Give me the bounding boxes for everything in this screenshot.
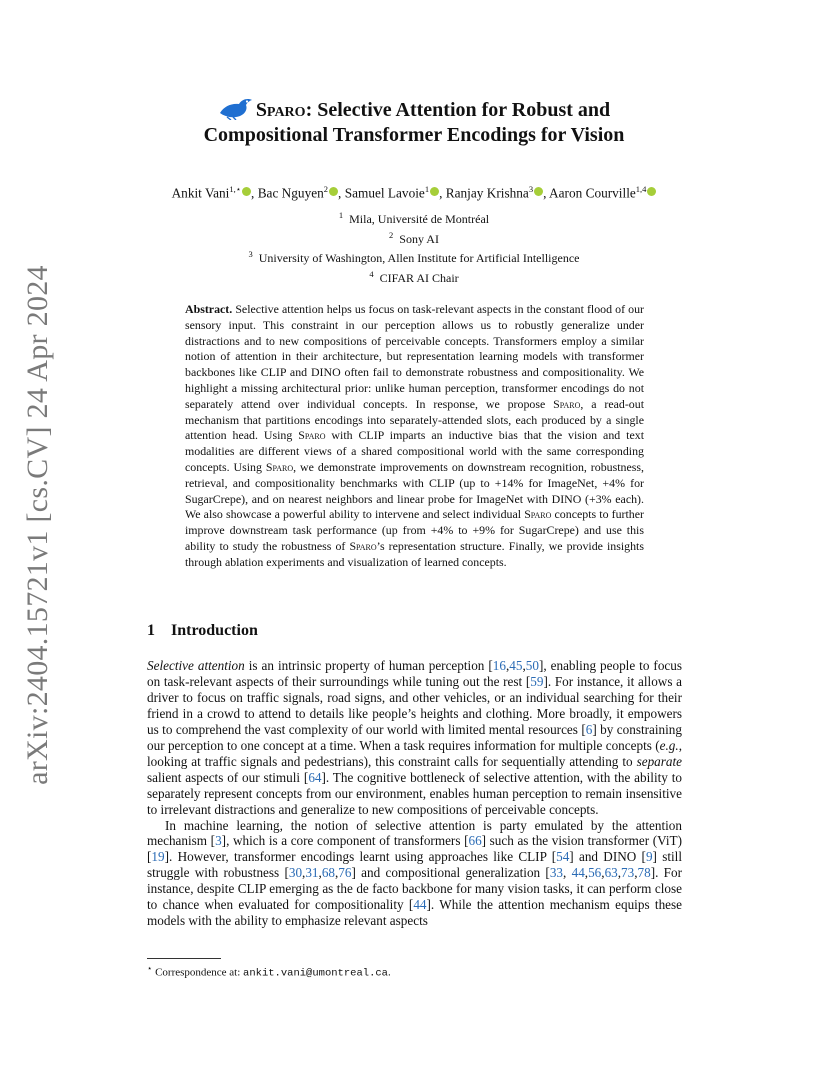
paragraph: In machine learning, the notion of selective attention is party emulated by the attention mechanism [3], which is a core component of transformers [66] such as the vision transformer (ViT) [19]. However, transformer encodings learnt using approaches like CLIP [54] and DINO [9] still struggle with robustness [30,31,68,76] and compositional generalization [33, 44,56,63,73,78]. For instance, despite CLIP emerging as the de facto backbone for many vision tasks, it can perform close to chance when evaluated for compositionality [44]. While the attention mechanism equips these models with the ability to emphasize relevant aspects (147, 817, 683, 929)
paper-title (140, 96, 688, 148)
citation-link[interactable]: 44 (571, 865, 585, 881)
author-name: Bac Nguyen (257, 185, 324, 201)
footnote-mark: ⋆ (147, 963, 153, 973)
author-name: Samuel Lavoie (344, 185, 425, 201)
bird-logo-icon (218, 96, 254, 120)
arxiv-identifier-stamp (18, 265, 58, 785)
introduction-body (147, 658, 682, 929)
citation-link[interactable]: 31 (305, 865, 319, 881)
citation-link[interactable]: 30 (288, 865, 303, 881)
citation-link[interactable]: 16 (492, 658, 506, 673)
author-list: Ankit Vani$^{1,⋆}$ , Bac Nguyen$^2$ , Samuel Lavoie$^1$ , Ranjay Krishna$^3$ , Aaron Courville$^{1,4}$ (100, 180, 728, 202)
paragraph: Selective attention is an intrinsic property of human perception [16,45,50], enabling people to focus on task-relevant aspects of their surroundings while tuning out the rest [59]. For instance, it allows a driver to focus on traffic signals, road signs, and other vehicles, or an individual searching for their friend in a crowd to attend to details like people’s heights and clothing. More broadly, it empowers us to comprehend the vast complexity of our world with limited mental resources [6] by constraining our perception to one concept at a time. When a task requires information for multiple concepts (e.g., looking at traffic signals and pedestrians), this constraint calls for sequentially attending to separate salient aspects of our stimuli [64]. The cognitive bottleneck of selective attention, with the ability to separately represent concepts from our environment, enables human perception to remain insensitive to irrelevant distractions and generalize to new compositions of perceivable concepts. (147, 658, 682, 817)
author-affil-mark: 1 (424, 184, 430, 194)
footnote-divider (147, 958, 221, 959)
citation-link[interactable]: 33 (549, 865, 564, 881)
orcid-icon[interactable] (329, 187, 338, 196)
arxiv-id-text: arXiv:2404.15721v1 [cs.CV] 24 Apr 2024 (21, 265, 54, 785)
orcid-icon[interactable] (242, 187, 251, 196)
citation-link[interactable]: 6 (585, 721, 593, 737)
title-line-1: : Selective Attention for Robust and (305, 99, 611, 121)
section-number: 1 (147, 622, 155, 639)
author-affil-mark: 3 (528, 184, 534, 194)
orcid-icon[interactable] (647, 187, 656, 196)
correspondence-email[interactable]: ankit.vani@umontreal.ca (243, 967, 388, 980)
author-affil-mark: 1,⋆ (229, 184, 242, 194)
citation-link[interactable]: 54 (556, 849, 570, 865)
orcid-icon[interactable] (430, 187, 439, 196)
citation-link[interactable]: 63 (604, 865, 618, 881)
citation-link[interactable]: 56 (588, 865, 602, 881)
title-line-2: Compositional Transformer Encodings for Vision (203, 124, 625, 146)
orcid-icon[interactable] (534, 187, 543, 196)
affiliation-item: $^1$ Mila, Université de Montréal (338, 210, 490, 226)
citation-link[interactable]: 3 (215, 833, 222, 849)
citation-link[interactable]: 78 (637, 865, 651, 881)
affiliation-item: $^3$ University of Washington, Allen Institute for Artificial Intelligence (248, 249, 580, 265)
footnote: ⋆ Correspondence at: ankit.vani@umontreal.ca. (147, 963, 391, 980)
citation-link[interactable]: 50 (525, 658, 539, 673)
author-affil-mark: 2 (323, 184, 329, 194)
citation-link[interactable]: 45 (509, 658, 523, 673)
author-name: Ranjay Krishna (445, 185, 529, 201)
citation-link[interactable]: 19 (151, 849, 165, 865)
author-name: Aaron Courville (549, 185, 636, 201)
citation-link[interactable]: 9 (645, 849, 653, 865)
section-heading-introduction (147, 622, 258, 640)
title-method-name: Sparo (255, 99, 306, 121)
author-name: Ankit Vani (171, 185, 230, 201)
abstract: Abstract. Selective attention helps us focus on task-relevant aspects in the constant flood of our sensory input. This constraint in our perception allows us to robustly generalize under distractions and to new compositions of perceivable concepts. Transformers employ a similar notion of attention in their architecture, but representation learning models with transformer backbones like CLIP and DINO often fail to demonstrate robustness and compositionality. We highlight a missing architectural prior: unlike human perception, transformer encodings do not separately attend over individual concepts. In response, we propose Sparo, a read-out mechanism that partitions encodings into separately-attended slots, each produced by a single attention head. Using Sparo with CLIP imparts an inductive bias that the vision and text modalities are different views of a shared compositional world with the same corresponding concepts. Using Sparo, we demonstrate improvements on downstream recognition, robustness, retrieval, and compositionality benchmarks with CLIP (up to +14% for ImageNet, +4% for SugarCrepe), and on nearest neighbors and linear probe for ImageNet with DINO (+3% each). We also showcase a powerful ability to intervene and select individual Sparo concepts to further improve downstream task performance (up from +4% to +9% for SugarCrepe) and use this ability to study the robustness of Sparo’s representation structure. Finally, we provide insights through ablation experiments and visualization of learned concepts. (185, 302, 644, 569)
citation-link[interactable]: 44 (413, 897, 427, 913)
citation-link[interactable]: 76 (338, 865, 352, 881)
section-title: Introduction (171, 622, 258, 639)
affiliation-list (150, 208, 678, 286)
citation-link[interactable]: 68 (321, 865, 335, 881)
abstract-label: Abstract. (185, 302, 233, 316)
affiliation-item: $^4$ CIFAR AI Chair (369, 268, 459, 285)
citation-link[interactable]: 59 (530, 673, 544, 689)
citation-link[interactable]: 66 (468, 833, 482, 849)
citation-link[interactable]: 73 (621, 865, 635, 881)
affiliation-item: $^2$ Sony AI (389, 229, 439, 246)
author-affil-mark: 1,4 (635, 184, 647, 194)
citation-link[interactable]: 64 (308, 769, 322, 785)
